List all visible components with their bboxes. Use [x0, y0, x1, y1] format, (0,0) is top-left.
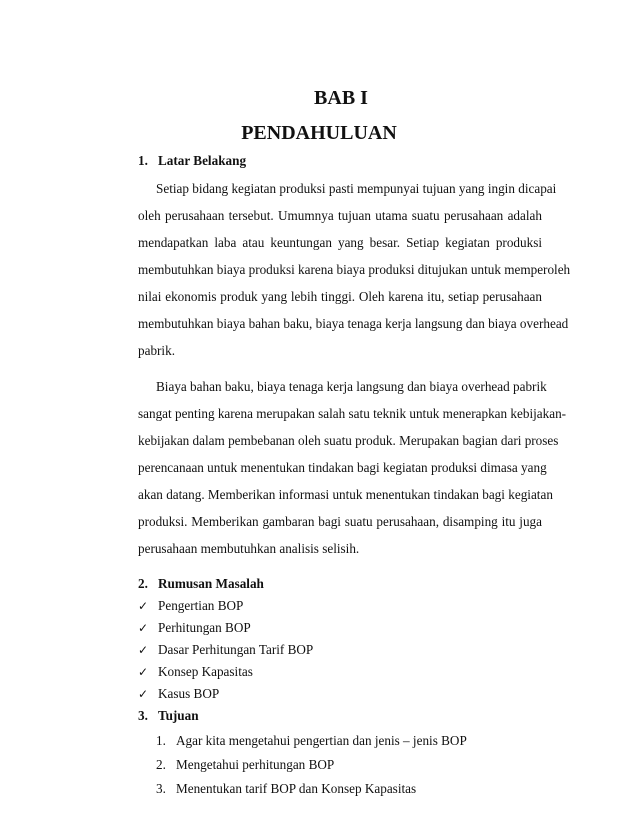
checklist-item-label: Pengertian BOP — [158, 598, 244, 613]
checkmark-icon: ✓ — [138, 687, 149, 701]
paragraph-line: kebijakan dalam pembebanan oleh suatu produk. Merupakan bagian dari proses — [138, 433, 559, 448]
checkmark-icon: ✓ — [138, 621, 149, 635]
section-number: 2. — [138, 576, 148, 591]
checklist-item-label: Perhitungan BOP — [158, 620, 251, 635]
section-number: 3. — [138, 708, 148, 723]
paragraph-line: akan datang. Memberikan informasi untuk menentukan tindakan bagi kegiatan — [138, 487, 553, 502]
list-item-text: Mengetahui perhitungan BOP — [176, 757, 335, 772]
section-number: 1. — [138, 153, 148, 168]
paragraph-line: membutuhkan biaya bahan baku, biaya tenaga kerja langsung dan biaya overhead — [138, 316, 569, 331]
paragraph-line: sangat penting karena merupakan salah satu teknik untuk menerapkan kebijakan- — [138, 406, 567, 421]
paragraph-line: membutuhkan biaya produksi karena biaya produksi ditujukan untuk memperoleh — [138, 262, 571, 277]
list-item-number: 1. — [156, 733, 166, 748]
paragraph-line: mendapatkan laba atau keuntungan yang besar. Setiap kegiatan produksi — [138, 235, 542, 250]
list-item-text: Agar kita mengetahui pengertian dan jenis – jenis BOP — [176, 733, 467, 748]
checkmark-icon: ✓ — [138, 599, 149, 613]
checklist-item-label: Dasar Perhitungan Tarif BOP — [158, 642, 314, 657]
paragraph-line: Biaya bahan baku, biaya tenaga kerja langsung dan biaya overhead pabrik — [156, 379, 547, 394]
list-item-number: 3. — [156, 781, 166, 796]
paragraph-line: oleh perusahaan tersebut. Umumnya tujuan utama suatu perusahaan adalah — [138, 208, 542, 223]
list-item-number: 2. — [156, 757, 166, 772]
paragraph-line: nilai ekonomis produk yang lebih tinggi. Oleh karena itu, setiap perusahaan — [138, 289, 542, 304]
chapter-title: PENDAHULUAN — [241, 122, 397, 144]
section-title: Tujuan — [158, 708, 199, 723]
paragraph-line: pabrik. — [138, 343, 175, 358]
section-title: Latar Belakang — [158, 153, 247, 168]
checklist-item-label: Kasus BOP — [158, 686, 220, 701]
section-title: Rumusan Masalah — [158, 576, 264, 591]
checkmark-icon: ✓ — [138, 665, 149, 679]
checklist-item-label: Konsep Kapasitas — [158, 664, 253, 679]
chapter-number: BAB I — [314, 87, 368, 109]
paragraph-line: perusahaan membutuhkan analisis selisih. — [138, 541, 360, 556]
paragraph-line: produksi. Memberikan gambaran bagi suatu perusahaan, disamping itu juga — [138, 514, 542, 529]
list-item-text: Menentukan tarif BOP dan Konsep Kapasitas — [176, 781, 417, 796]
paragraph-line: Setiap bidang kegiatan produksi pasti mempunyai tujuan yang ingin dicapai — [156, 181, 557, 196]
paragraph-line: perencanaan untuk menentukan tindakan bagi kegiatan produksi dimasa yang — [138, 460, 547, 475]
checkmark-icon: ✓ — [138, 643, 149, 657]
